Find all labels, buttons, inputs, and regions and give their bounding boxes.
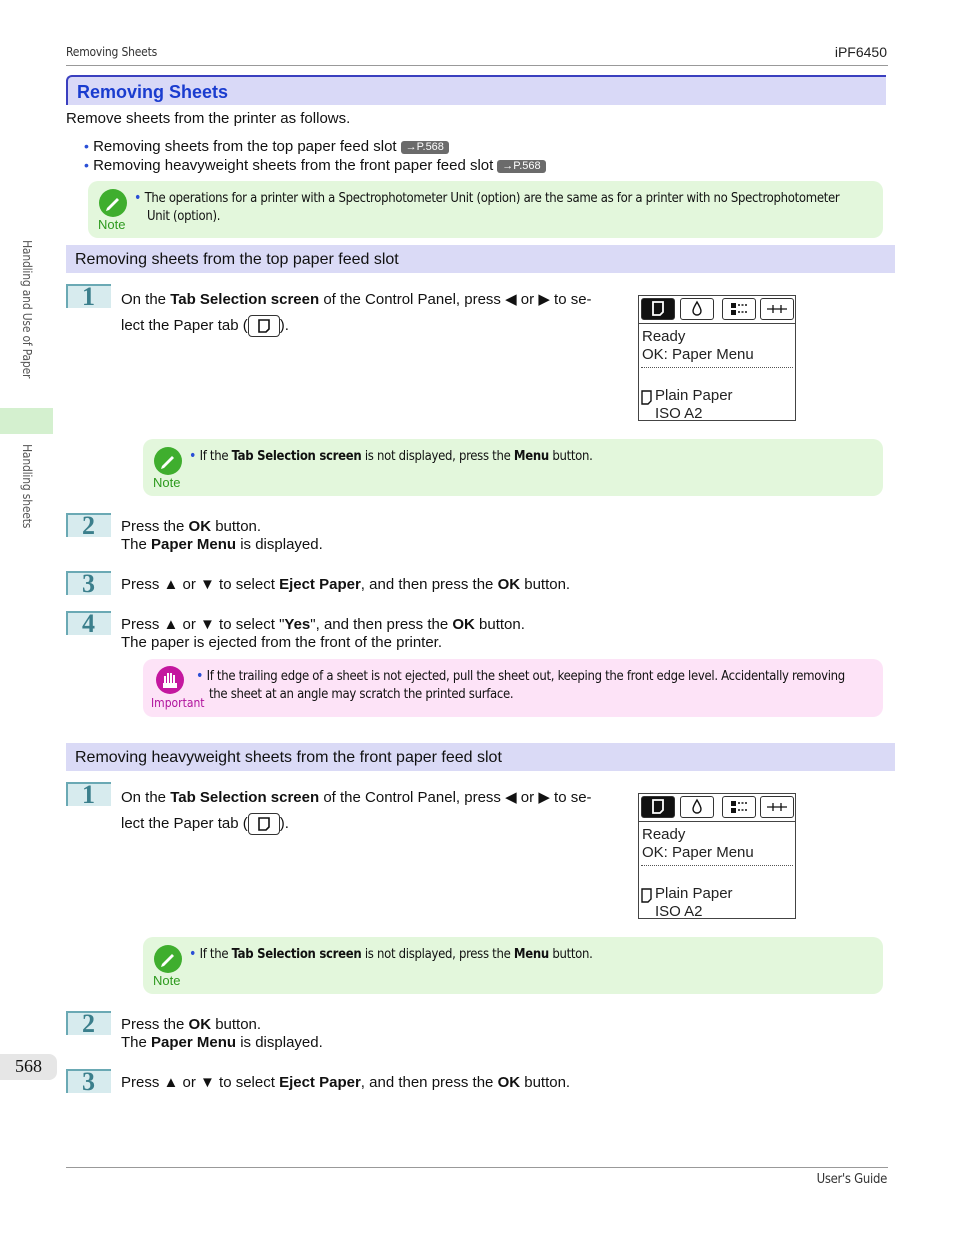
note-label: Note (153, 475, 181, 490)
job-tab-icon (722, 796, 756, 818)
paper-icon (641, 888, 653, 909)
paper-icon (641, 390, 653, 411)
panel-media-type: Plain Paper (655, 885, 733, 902)
section-title-text: Removing heavyweight sheets from the front paper feed slot (75, 749, 502, 766)
step-number-text: 2 (82, 511, 95, 540)
step-number-text: 3 (82, 569, 95, 598)
note-box (143, 439, 883, 496)
step-text: Press the OK button. The Paper Menu is displayed. (121, 1016, 323, 1051)
panel-media-type: Plain Paper (655, 387, 733, 404)
settings-tab-icon (760, 298, 794, 320)
settings-tab-icon (760, 796, 794, 818)
panel-divider (639, 821, 795, 822)
step-number (66, 1067, 111, 1096)
bullet-icon: • (196, 668, 204, 684)
right-arrow-icon: ▶ (538, 789, 550, 806)
note-box (143, 937, 883, 994)
important-label: Important (151, 696, 205, 710)
step-text: Press ▲ or ▼ to select Eject Paper, and then press the OK button. (121, 576, 571, 593)
bullet-icon: • (84, 157, 89, 173)
step-text: Press ▲ or ▼ to select "Yes", and then press the OK button. The paper is ejected from the front of the printer. (121, 616, 525, 651)
link-text[interactable]: Removing sheets from the top paper feed slot (93, 138, 397, 155)
panel-status: Ready (642, 328, 686, 345)
step-number-text: 1 (82, 780, 95, 809)
paper-tab-icon (641, 796, 675, 818)
header-section-name: Removing Sheets (66, 45, 158, 59)
section-title (66, 245, 895, 273)
panel-dotted-divider (641, 865, 793, 866)
important-hand-icon (156, 666, 184, 694)
page-ref[interactable]: →P.568 (401, 141, 449, 154)
bullet-icon: • (189, 946, 197, 962)
step-text: Press the OK button. The Paper Menu is displayed. (121, 518, 323, 553)
link-item[interactable] (84, 156, 546, 175)
sidebar-section: Handling sheets (20, 444, 34, 529)
page-number-text: 568 (15, 1056, 42, 1076)
sidebar-band (0, 408, 53, 434)
ink-tab-icon (680, 298, 714, 320)
panel-dotted-divider (641, 367, 793, 368)
header-model: iPF6450 (834, 44, 887, 60)
note-pencil-icon (154, 945, 182, 973)
note-label: Note (153, 973, 181, 988)
header-rule (66, 65, 888, 66)
step-number-text: 1 (82, 282, 95, 311)
note-pencil-icon (154, 447, 182, 475)
page-ref[interactable]: →P.568 (497, 160, 545, 173)
note-box (88, 181, 883, 238)
left-arrow-icon: ◀ (505, 789, 517, 806)
note-line: The operations for a printer with a Spectrophotometer Unit (option) are the same as for a printer with no Spectrophotometer (144, 191, 840, 206)
step-number-text: 3 (82, 1067, 95, 1096)
section-title (66, 743, 895, 771)
step-number-text: 4 (82, 609, 95, 638)
step-number (66, 569, 111, 598)
paper-tab-icon (248, 315, 280, 337)
paper-tab-icon (641, 298, 675, 320)
step-number (66, 609, 111, 638)
link-item[interactable] (84, 137, 449, 156)
note-pencil-icon (99, 189, 127, 217)
note-text: • If the Tab Selection screen is not displayed, press the Menu button. (189, 946, 593, 962)
panel-paper-size: ISO A2 (655, 903, 703, 920)
step-text: On the Tab Selection screen of the Control Panel, press ◀ or ▶ to se- lect the Paper tab ( ). (121, 287, 621, 339)
sidebar-chapter: Handling and Use of Paper (20, 240, 34, 379)
paper-tab-icon (248, 813, 280, 835)
control-panel-display (638, 295, 796, 421)
step-text: On the Tab Selection screen of the Control Panel, press ◀ or ▶ to se- lect the Paper tab ( ). (121, 785, 621, 837)
step-number (66, 282, 111, 311)
step-number-text: 2 (82, 1009, 95, 1038)
panel-menu-hint: OK: Paper Menu (642, 346, 754, 363)
step-number (66, 780, 111, 809)
left-arrow-icon: ◀ (505, 291, 517, 308)
note-text (134, 189, 839, 226)
bullet-icon: • (189, 448, 197, 464)
page-number (0, 1054, 57, 1080)
page-title-text: Removing Sheets (77, 82, 229, 102)
right-arrow-icon: ▶ (538, 291, 550, 308)
bullet-icon: • (134, 190, 142, 206)
important-box (143, 659, 883, 717)
step-number (66, 1009, 111, 1038)
footer-rule (66, 1167, 888, 1168)
step-number (66, 511, 111, 540)
panel-divider (639, 323, 795, 324)
section-title-text: Removing sheets from the top paper feed slot (75, 251, 399, 268)
job-tab-icon (722, 298, 756, 320)
panel-menu-hint: OK: Paper Menu (642, 844, 754, 861)
panel-paper-size: ISO A2 (655, 405, 703, 422)
control-panel-display (638, 793, 796, 919)
ink-tab-icon (680, 796, 714, 818)
important-text: • If the trailing edge of a sheet is not ejected, pull the sheet out, keeping the front edge level. Accidentally removing the sheet at an angle may scratch the printed surface. (196, 668, 845, 702)
note-label: Note (98, 217, 126, 232)
intro-text: Remove sheets from the printer as follows. (66, 110, 351, 127)
step-text: Press ▲ or ▼ to select Eject Paper, and then press the OK button. (121, 1074, 571, 1091)
panel-status: Ready (642, 826, 686, 843)
footer-text: User's Guide (816, 1172, 887, 1187)
link-text[interactable]: Removing heavyweight sheets from the front paper feed slot (93, 157, 494, 174)
bullet-icon: • (84, 138, 89, 154)
note-text: • If the Tab Selection screen is not displayed, press the Menu button. (189, 448, 593, 464)
note-line: Unit (option). (147, 209, 221, 224)
page-title (66, 75, 886, 105)
